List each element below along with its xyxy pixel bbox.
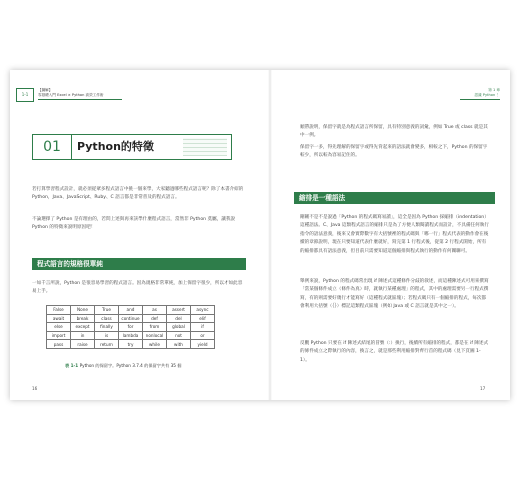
- section-heading-indent: 縮排是一種語法: [294, 192, 495, 204]
- section-heading-spec: 程式語言的規格很單純: [32, 258, 246, 270]
- keyword-cell: async: [191, 306, 215, 315]
- keyword-cell: break: [71, 314, 95, 323]
- header-chapter-title: 認識 Python ！: [474, 93, 500, 97]
- keyword-row: [47, 306, 215, 315]
- keyword-cell: with: [167, 340, 191, 349]
- chapter-badge-icon: 1-1: [16, 88, 34, 102]
- keyword-cell: from: [143, 323, 167, 332]
- keyword-cell: try: [119, 340, 143, 349]
- keyword-cell: import: [47, 331, 71, 340]
- keyword-cell: del: [167, 314, 191, 323]
- book-spread: [10, 70, 510, 400]
- keyword-cell: global: [167, 323, 191, 332]
- keyword-cell: raise: [71, 340, 95, 349]
- indent-paragraph-2: 舉例來說，Python 的程式碼常出現 if 陳述式這種條件分歧的敘述，而這種陳述式可用來撰寫「當某個條件成立（條件為真）時，就執行某種處理」的程式，其中的處理需要另一行程式撰寫，有的則需要好幾行才能寫好（這種程式就區塊）；若程式碼只有一個縮排的程式，每次都會利用大括號（｛｝）標記這類程式區塊（例如 Java 或 C 語言就是其中之一）。: [300, 279, 489, 310]
- keyword-cell: elif: [191, 314, 215, 323]
- keyword-cell: while: [143, 340, 167, 349]
- page-number-left: 16: [32, 386, 38, 391]
- left-running-header: [18, 88, 104, 98]
- keyword-row: [47, 340, 215, 349]
- keyword-cell: for: [119, 323, 143, 332]
- keyword-table: [46, 305, 215, 349]
- keyword-cell: not: [167, 331, 191, 340]
- keyword-cell: as: [143, 306, 167, 315]
- table-caption: [65, 363, 181, 369]
- keyword-cell: finally: [95, 323, 119, 332]
- keyword-cell: if: [191, 323, 215, 332]
- keyword-cell: assert: [167, 306, 191, 315]
- keyword-row: [47, 323, 215, 332]
- keyword-cell: else: [47, 323, 71, 332]
- header-series: 【圖解】: [38, 88, 53, 92]
- page-number-right: 17: [480, 386, 486, 391]
- book-gutter: [268, 70, 272, 400]
- keyword-cell: await: [47, 314, 71, 323]
- keyword-cell: and: [119, 306, 143, 315]
- keyword-cell: or: [191, 331, 215, 340]
- right-paragraph-1: 順帶說明，保留字就是為程式語言所保留，具有特別意義的詞彙，例如 True 或 class 就是其中一例。: [300, 125, 488, 139]
- intro-paragraph-2: 不論選擇了 Python 是有理由的，若問上述與再來該學什麼程式語言，當然非 Python 莫屬，讓我說 Python 的特徵來說明原因吧！: [32, 217, 236, 231]
- keyword-cell: True: [95, 306, 119, 315]
- chapter-title-box: [32, 134, 232, 160]
- keyword-cell: continue: [119, 314, 143, 323]
- keyword-row: [47, 331, 215, 340]
- keyword-cell: nonlocal: [143, 331, 167, 340]
- intro-paragraph: 若打算學習程式設計，就必須從眾多程式語言中挑一個來學，大家聽過哪些程式語言呢？除了本書介紹的 Python，Java、JavaScript、Ruby、C 語言都是非常普及的程式語言。: [32, 187, 244, 201]
- keyword-cell: in: [71, 331, 95, 340]
- keyword-cell: False: [47, 306, 71, 315]
- keyword-cell: is: [95, 331, 119, 340]
- keyword-cell: lambda: [119, 331, 143, 340]
- keyword-cell: def: [143, 314, 167, 323]
- spec-paragraph: 一如千言所說，Python 是很容易學習的程式語言。因為規格非常單純，加上保留字很少，所以才如此容易上手。: [32, 281, 243, 295]
- indent-paragraph-1: 剛剛不是不是說過「Python 的程式碼寫易讀」，這全是因為 Python 採縮排（indentation）這種語法。C、Java 這類程式語言的縮排只是為了方便人類閱讀程式而設計，不具備任何執行指令的語法意義，後來又會實際數字有大括號裡的程式碼與「哪一行」程式代表的動作會在後續的章節說明，現在只要知道代表什麼就好，寫完第 1 行程式後，從第 2 行程式開始，所有的縮排都具有語法意義，但目前只需要知道這個縮排與程式執行的動作有何關聯可。: [300, 215, 489, 254]
- keyword-cell: pass: [47, 340, 71, 349]
- keyword-row: [47, 314, 215, 323]
- keyword-cell: class: [95, 314, 119, 323]
- header-book-title: 零基礎入門 Excel × Python 高效工作術: [38, 93, 104, 97]
- indent-paragraph-3: 反觀 Python 只要在 if 陳述式結尾的冒號（:）換行，後續所有縮排的程式，都是在 if 陳述式的條件成立之際執行的內容，換言之，就是那些利用縮排對齊行首的程式碼（見下頁圖 1-1）。: [300, 341, 489, 363]
- chapter-title: Python的特徵: [77, 140, 154, 153]
- keyword-cell: yield: [191, 340, 215, 349]
- header-chapter: 第 1 章: [488, 88, 500, 92]
- chapter-number: 01: [33, 135, 72, 159]
- keyword-cell: None: [71, 306, 95, 315]
- spreadsheet-illustration: [183, 138, 227, 156]
- header-divider: [460, 99, 500, 100]
- keyword-cell: return: [95, 340, 119, 349]
- caption-text: Python 的保留字。Python 3.7.4 的保留字共有 35 個: [79, 363, 182, 368]
- caption-label: 表 1-1: [65, 363, 79, 368]
- header-divider: [38, 99, 122, 100]
- right-running-header: [450, 88, 500, 98]
- right-paragraph-2: 保留字一多，得先理解的保留字或得先背起來的語法就會變多，相較之下，Python 的保留字較少，所以較為容易記住的。: [300, 145, 488, 159]
- keyword-cell: except: [71, 323, 95, 332]
